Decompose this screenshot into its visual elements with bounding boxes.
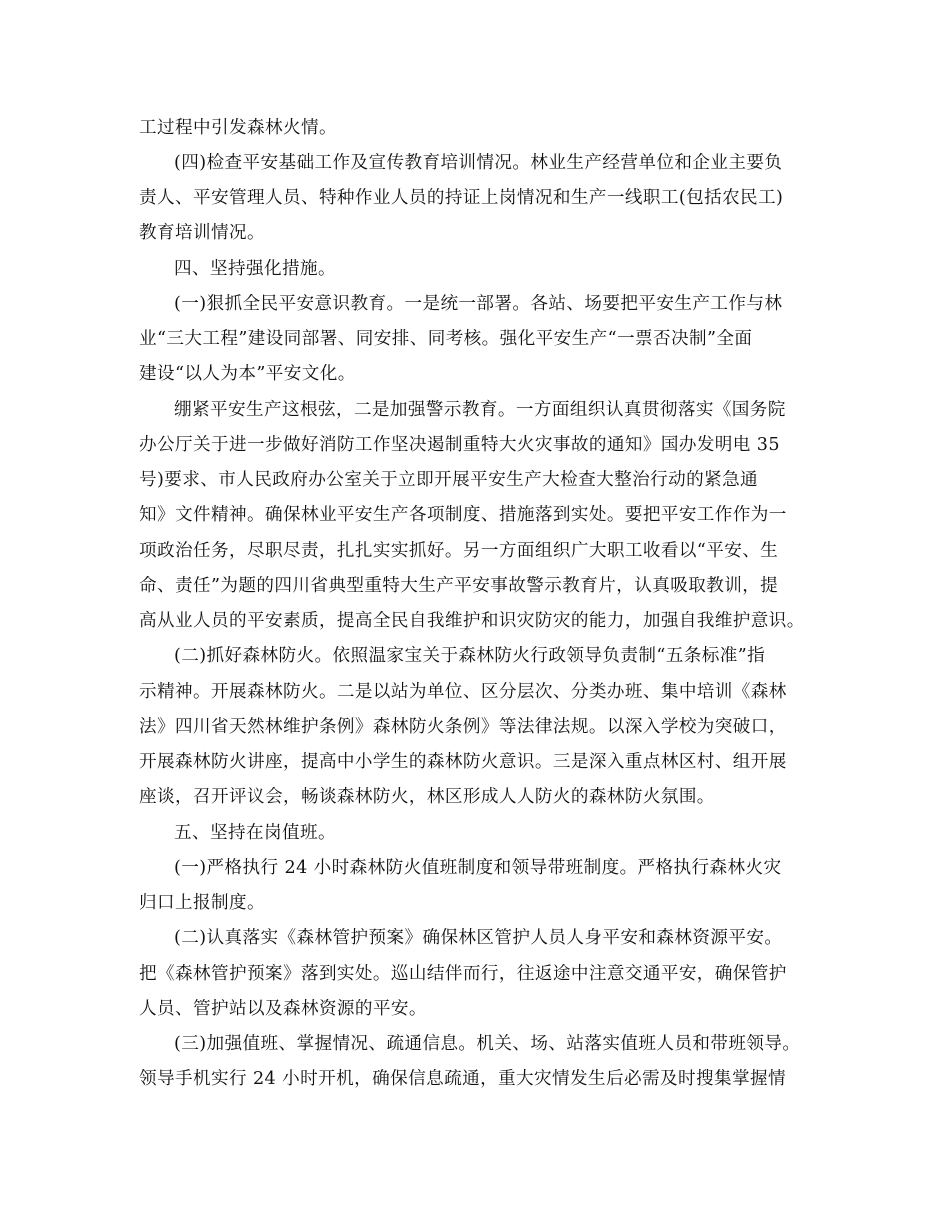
text-line: 业“三大工程”建设同部署、同安排、同考核。强化平安生产“一票否决制”全面 xyxy=(139,329,753,349)
text-line: 把《森林管护预案》落到实处。巡山结伴而行，往返途中注意交通平安，确保管护 xyxy=(139,964,787,984)
text-line: 法》四川省天然林维护条例》森林防火条例》等法律法规。以深入学校为突破口， xyxy=(139,717,787,737)
section-heading: 四、坚持强化措施。 xyxy=(174,259,336,279)
text-line: 号)要求、市人民政府办公室关于立即开展平安生产大检查大整治行动的紧急通 xyxy=(139,470,759,490)
text-line: 项政治任务，尽职尽责，扎扎实实抓好。另一方面组织广大职工收看以“平安、生 xyxy=(139,541,779,561)
text-line: (一)狠抓全民平安意识教育。一是统一部署。各站、场要把平安生产工作与林 xyxy=(174,294,783,314)
text-line: 示精神。开展森林防火。二是以站为单位、区分层次、分类办班、集中培训《森林 xyxy=(139,682,787,702)
text-line: 人员、管护站以及森林资源的平安。 xyxy=(139,999,427,1019)
section-heading: 五、坚持在岗值班。 xyxy=(174,823,336,843)
text-line: 开展森林防火讲座，提高中小学生的森林防火意识。三是深入重点林区村、组开展 xyxy=(139,752,787,772)
text-line: (一)严格执行 24 小时森林防火值班制度和领导带班制度。严格执行森林火灾 xyxy=(174,858,782,878)
text-line: 教育培训情况。 xyxy=(139,223,265,243)
text-line: 知》文件精神。确保林业平安生产各项制度、措施落到实处。要把平安工作作为一 xyxy=(139,505,787,525)
text-line: 建设“以人为本”平安文化。 xyxy=(139,364,356,384)
text-line: (三)加强值班、掌握情况、疏通信息。机关、场、站落实值班人员和带班领导。 xyxy=(174,1034,801,1054)
text-line: 绷紧平安生产这根弦，二是加强警示教育。一方面组织认真贯彻落实《国务院 xyxy=(174,400,786,420)
text-line: 领导手机实行 24 小时开机，确保信息疏通，重大灾情发生后必需及时搜集掌握情 xyxy=(139,1069,786,1089)
text-line: (二)认真落实《森林管护预案》确保林区管护人员人身平安和森林资源平安。 xyxy=(174,928,783,948)
text-line: 归口上报制度。 xyxy=(139,893,265,913)
text-line: 座谈，召开评议会，畅谈森林防火，林区形成人人防火的森林防火氛围。 xyxy=(139,787,715,807)
text-line: 办公厅关于进一步做好消防工作坚决遏制重特大火灾事故的通知》国办发明电 35 xyxy=(139,435,780,455)
text-line: (四)检查平安基础工作及宣传教育培训情况。林业生产经营单位和企业主要负 xyxy=(174,153,783,173)
text-line: 工过程中引发森林火情。 xyxy=(139,118,337,138)
text-line: 责人、平安管理人员、特种作业人员的持证上岗情况和生产一线职工(包括农民工) xyxy=(139,188,784,208)
text-line: (二)抓好森林防火。依照温家宝关于森林防火行政领导负责制“五条标准”指 xyxy=(174,646,766,666)
text-line: 高从业人员的平安素质，提高全民自我维护和识灾防灾的能力，加强自我维护意识。 xyxy=(139,611,805,631)
text-line: 命、责任”为题的四川省典型重特大生产平安事故警示教育片，认真吸取教训，提 xyxy=(139,576,779,596)
